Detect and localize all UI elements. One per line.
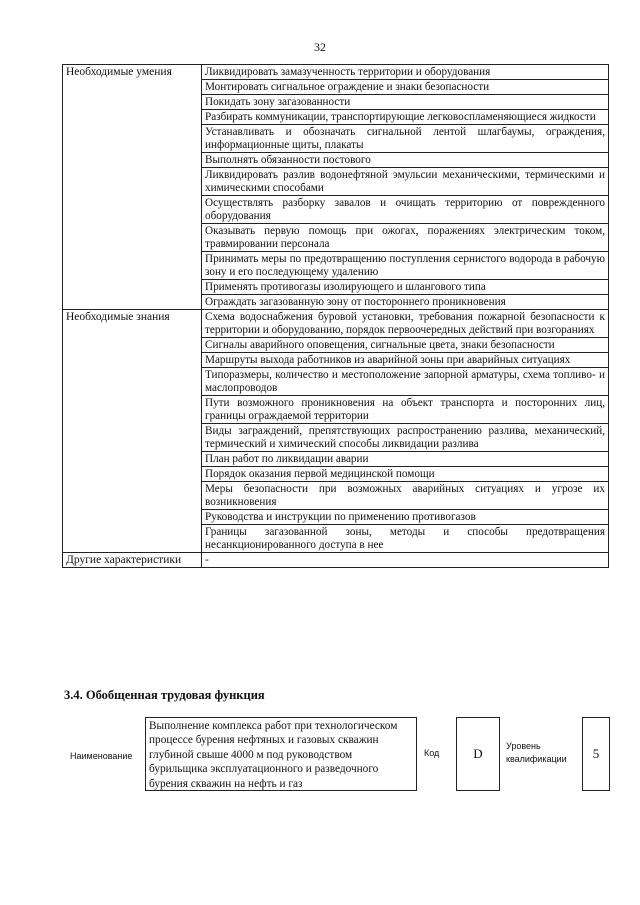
- knowledge-item: Порядок оказания первой медицинской помощи: [202, 467, 609, 482]
- skills-item: Покидать зону загазованности: [202, 95, 609, 110]
- skills-item: Монтировать сигнальное ограждение и знаки безопасности: [202, 80, 609, 95]
- knowledge-item: Границы загазованной зоны, методы и способы предотвращения несанкционированного доступа в нее: [202, 525, 609, 553]
- requirements-table: [62, 64, 609, 568]
- section-title: 3.4. Обобщенная трудовая функция: [64, 688, 265, 702]
- skills-item: Осуществлять разборку завалов и очищать территорию от поврежденного оборудования: [202, 196, 609, 224]
- qualification-level-label: Уровень квалификации: [506, 741, 567, 764]
- skills-item: Ограждать загазованную зону от постороннего проникновения: [202, 295, 609, 310]
- knowledge-item: Меры безопасности при возможных аварийных ситуациях и угрозе их возникновения: [202, 482, 609, 510]
- code-label: Код: [424, 748, 440, 758]
- requirements-table-body: [63, 65, 609, 568]
- skills-item: Выполнять обязанности постового: [202, 153, 609, 168]
- knowledge-item: Руководства и инструкции по применению противогазов: [202, 510, 609, 525]
- table-row: [63, 553, 609, 568]
- function-name-box: Выполнение комплекса работ при технологическом процессе бурения нефтяных и газовых скважин глубиной свыше 4000 м под руководством бурильщика эксплуатационного и разведочного бурения скважин на нефть и газ: [145, 717, 417, 791]
- knowledge-item: Типоразмеры, количество и местоположение запорной арматуры, схема топливо- и маслопроводов: [202, 368, 609, 396]
- knowledge-item: Маршруты выхода работников из аварийной зоны при аварийных ситуациях: [202, 353, 609, 368]
- skills-item: Устанавливать и обозначать сигнальной лентой шлагбаумы, ограждения, информационные щиты, плакаты: [202, 125, 609, 153]
- knowledge-item: Пути возможного проникновения на объект транспорта и посторонних лиц, границы ограждаемой территории: [202, 396, 609, 424]
- other-item: -: [202, 553, 609, 568]
- qualification-level-box: 5: [582, 717, 610, 791]
- knowledge-item: Сигналы аварийного оповещения, сигнальные цвета, знаки безопасности: [202, 338, 609, 353]
- other-category-label: Другие характеристики: [63, 553, 202, 568]
- skills-item: Применять противогазы изолирующего и шлангового типа: [202, 280, 609, 295]
- skills-item: Оказывать первую помощь при ожогах, поражениях электрическим током, травмировании персонала: [202, 224, 609, 252]
- skills-category-label: Необходимые умения: [63, 65, 202, 310]
- knowledge-category-label: Необходимые знания: [63, 310, 202, 553]
- skills-item: Ликвидировать замазученность территории и оборудования: [202, 65, 609, 80]
- skills-item: Разбирать коммуникации, транспортирующие легковоспламеняющиеся жидкости: [202, 110, 609, 125]
- skills-item: Принимать меры по предотвращению поступления сернистого водорода в рабочую зону и его последующему удалению: [202, 252, 609, 280]
- table-row: [63, 310, 609, 338]
- knowledge-item: План работ по ликвидации аварии: [202, 452, 609, 467]
- table-row: [63, 65, 609, 80]
- name-label: Наименование: [70, 751, 133, 761]
- page-number: 32: [314, 40, 326, 54]
- skills-item: Ликвидировать разлив водонефтяной эмульсии механическими, термическими и химическими способами: [202, 168, 609, 196]
- knowledge-item: Схема водоснабжения буровой установки, требования пожарной безопасности к территории и оборудованию, порядок первоочередных действий при возгораниях: [202, 310, 609, 338]
- code-value-box: D: [456, 717, 500, 791]
- knowledge-item: Виды заграждений, препятствующих распространению разлива, механический, термический и химический способы ликвидации разлива: [202, 424, 609, 452]
